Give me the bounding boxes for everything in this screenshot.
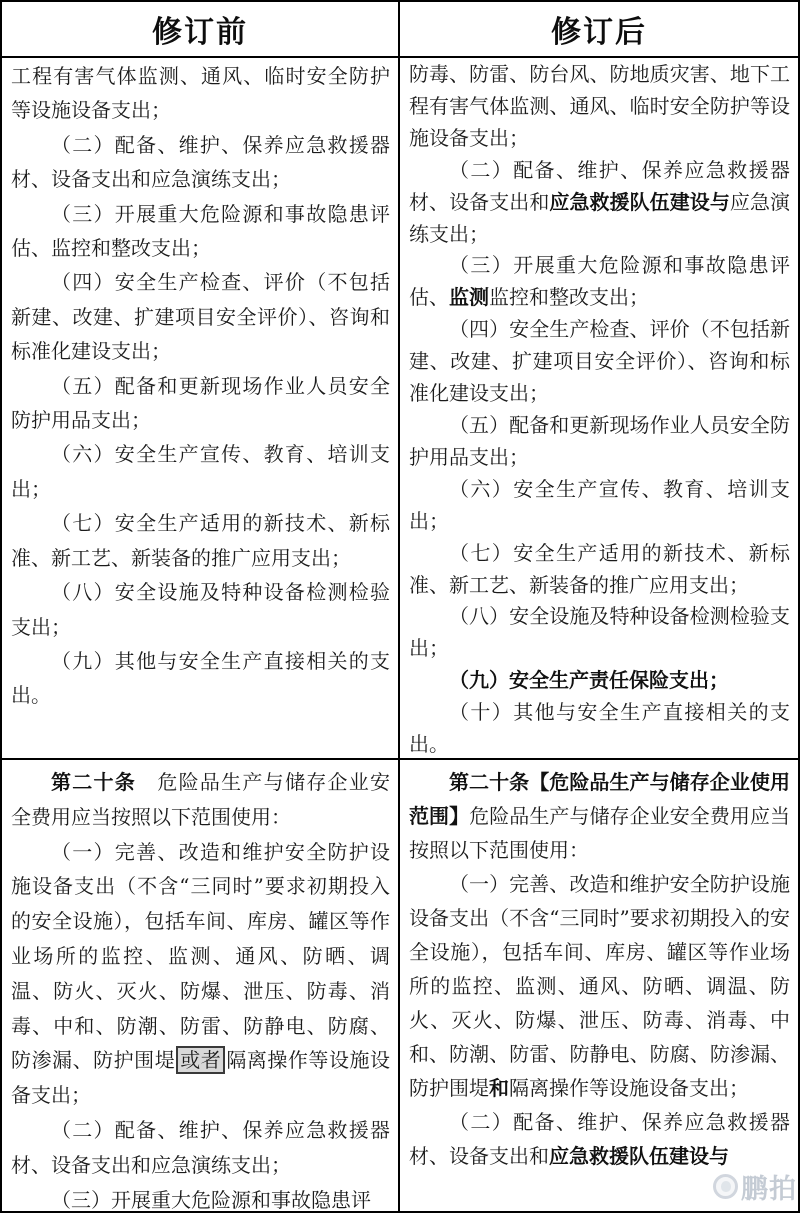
body-text: （五）配备和更新现场作业人员安全防护用品支出； bbox=[11, 373, 390, 433]
header-row bbox=[2, 2, 798, 58]
body-text: 防毒、防雷、防台风、防地质灾害、地下工程有害气体监测、通风、临时安全防护等设施设备支出； bbox=[409, 62, 790, 150]
body-text: 工程有害气体监测、通风、临时安全防护等设施设备支出； bbox=[11, 64, 390, 123]
body-text: （二）配备、维护、保养应急救援器材、设备支出和应急演练支出； bbox=[11, 1117, 390, 1177]
header-label-before: 修订前 bbox=[152, 15, 248, 50]
body-text: （四）安全生产检查、评价（不包括新建、改建、扩建项目安全评价）、咨询和标准化建设支出； bbox=[409, 317, 790, 406]
cell-before-row2 bbox=[2, 760, 400, 1211]
boxed-change-marker: 或者 bbox=[176, 1046, 225, 1074]
body-text: （二）配备、维护、保养应急救援器材、设备支出和 bbox=[409, 157, 790, 214]
paragraph bbox=[11, 197, 390, 266]
paragraph bbox=[11, 437, 390, 506]
paragraph bbox=[11, 644, 390, 713]
body-text: （三）开展重大危险源和事故隐患评估、 bbox=[409, 253, 790, 310]
bold-revision-text: 监测 bbox=[449, 285, 489, 310]
bold-revision-text: 和 bbox=[489, 1076, 509, 1100]
paragraph bbox=[409, 474, 790, 538]
header-cell-after bbox=[400, 2, 798, 56]
paragraph bbox=[409, 410, 790, 474]
body-text: 危险品生产与储存企业安全费用应当按照以下范围使用： bbox=[409, 804, 791, 862]
paragraph bbox=[409, 155, 790, 251]
header-cell-before bbox=[2, 2, 400, 56]
bold-revision-text: （九）安全生产责任保险支出； bbox=[449, 668, 729, 693]
body-text: （一）完善、改造和维护安全防护设施设备支出（不含“三同时”要求初期投入的安全设施），包括车间、库房、罐区等作业场所的监控、监测、通风、防晒、调温、防火、灭火、防爆、泄压、防毒、消毒、中和、防潮、防雷、防静电、防腐、防渗漏、防护围堤 bbox=[11, 839, 390, 1073]
paragraph bbox=[11, 128, 390, 197]
table-row-2 bbox=[2, 760, 798, 1211]
cell-after-row2 bbox=[400, 760, 798, 1211]
body-text: 危险品生产与储存企业安全费用应当按照以下范围使用： bbox=[11, 770, 391, 829]
bold-revision-text: 第二十条【危险品生产与储存企业使用范围】 bbox=[409, 770, 790, 828]
paragraph bbox=[409, 314, 790, 410]
body-text: （三）开展重大危险源和事故隐患评估、监控和整改支出； bbox=[11, 201, 390, 261]
body-text: （六）安全生产宣传、教育、培训支出； bbox=[11, 442, 390, 501]
paragraph bbox=[11, 506, 390, 575]
bold-revision-text: 第二十条 bbox=[51, 770, 137, 794]
body-text: （三）开展重大危险源和事故隐患评 bbox=[51, 1187, 371, 1211]
table-row-1 bbox=[2, 58, 798, 760]
paragraph bbox=[409, 765, 790, 867]
header-label-after: 修订后 bbox=[551, 15, 647, 50]
paragraph bbox=[11, 765, 390, 835]
paragraph bbox=[409, 59, 790, 155]
paragraph bbox=[11, 369, 390, 438]
body-text: 隔离操作等设施设备支出； bbox=[11, 1048, 391, 1108]
paragraph bbox=[409, 665, 790, 697]
paragraph bbox=[11, 835, 390, 1113]
paragraph bbox=[409, 601, 790, 665]
paragraph bbox=[11, 1113, 390, 1183]
paragraph bbox=[409, 1105, 790, 1173]
body-text: 监控和整改支出； bbox=[489, 285, 649, 310]
paragraph bbox=[11, 575, 390, 644]
body-text: （十）其他与安全生产直接相关的支出。 bbox=[409, 700, 790, 757]
body-text: （八）安全设施及特种设备检测检验支出； bbox=[11, 580, 390, 639]
cell-before-row1 bbox=[2, 58, 400, 758]
paragraph bbox=[11, 265, 390, 368]
body-text: （一）完善、改造和维护安全防护设施设备支出（不含“三同时”要求初期投入的安全设施），包括车间、库房、罐区等作业场所的监控、监测、通风、防晒、调温、防火、灭火、防爆、泄压、防毒、消毒、中和、防潮、防雷、防静电、防腐、防渗漏、防护围堤 bbox=[409, 872, 790, 1100]
body-text: （八）安全设施及特种设备检测检验支出； bbox=[409, 604, 790, 661]
paragraph bbox=[409, 538, 790, 602]
watermark-text: 鹏拍 bbox=[741, 1174, 797, 1205]
bold-revision-text: 应急救援队伍建设与 bbox=[549, 189, 730, 214]
paragraph bbox=[409, 867, 790, 1105]
paragraph bbox=[11, 1183, 390, 1211]
body-text: （九）其他与安全生产直接相关的支出。 bbox=[11, 648, 390, 708]
cell-after-row1 bbox=[400, 58, 798, 758]
bold-revision-text: 应急救援队伍建设与 bbox=[549, 1144, 729, 1168]
body-text: （四）安全生产检查、评价（不包括新建、改建、扩建项目安全评价）、咨询和标准化建设支出； bbox=[11, 270, 390, 364]
body-text: （二）配备、维护、保养应急救援器材、设备支出和应急演练支出； bbox=[11, 132, 390, 192]
body-text: （七）安全生产适用的新技术、新标准、新工艺、新装备的推广应用支出； bbox=[11, 511, 390, 570]
paragraph bbox=[11, 59, 390, 128]
body-text: （六）安全生产宣传、教育、培训支出； bbox=[409, 476, 790, 533]
body-text: （七）安全生产适用的新技术、新标准、新工艺、新装备的推广应用支出； bbox=[409, 540, 790, 597]
body-text: 隔离操作等设施设备支出； bbox=[509, 1076, 749, 1100]
body-text: （五）配备和更新现场作业人员安全防护用品支出； bbox=[409, 412, 790, 469]
body-text: （二）配备、维护、保养应急救援器材、设备支出和 bbox=[409, 1110, 790, 1168]
body-text: 应急演练支出； bbox=[409, 189, 791, 246]
paragraph bbox=[409, 250, 790, 314]
paragraph bbox=[409, 697, 790, 758]
